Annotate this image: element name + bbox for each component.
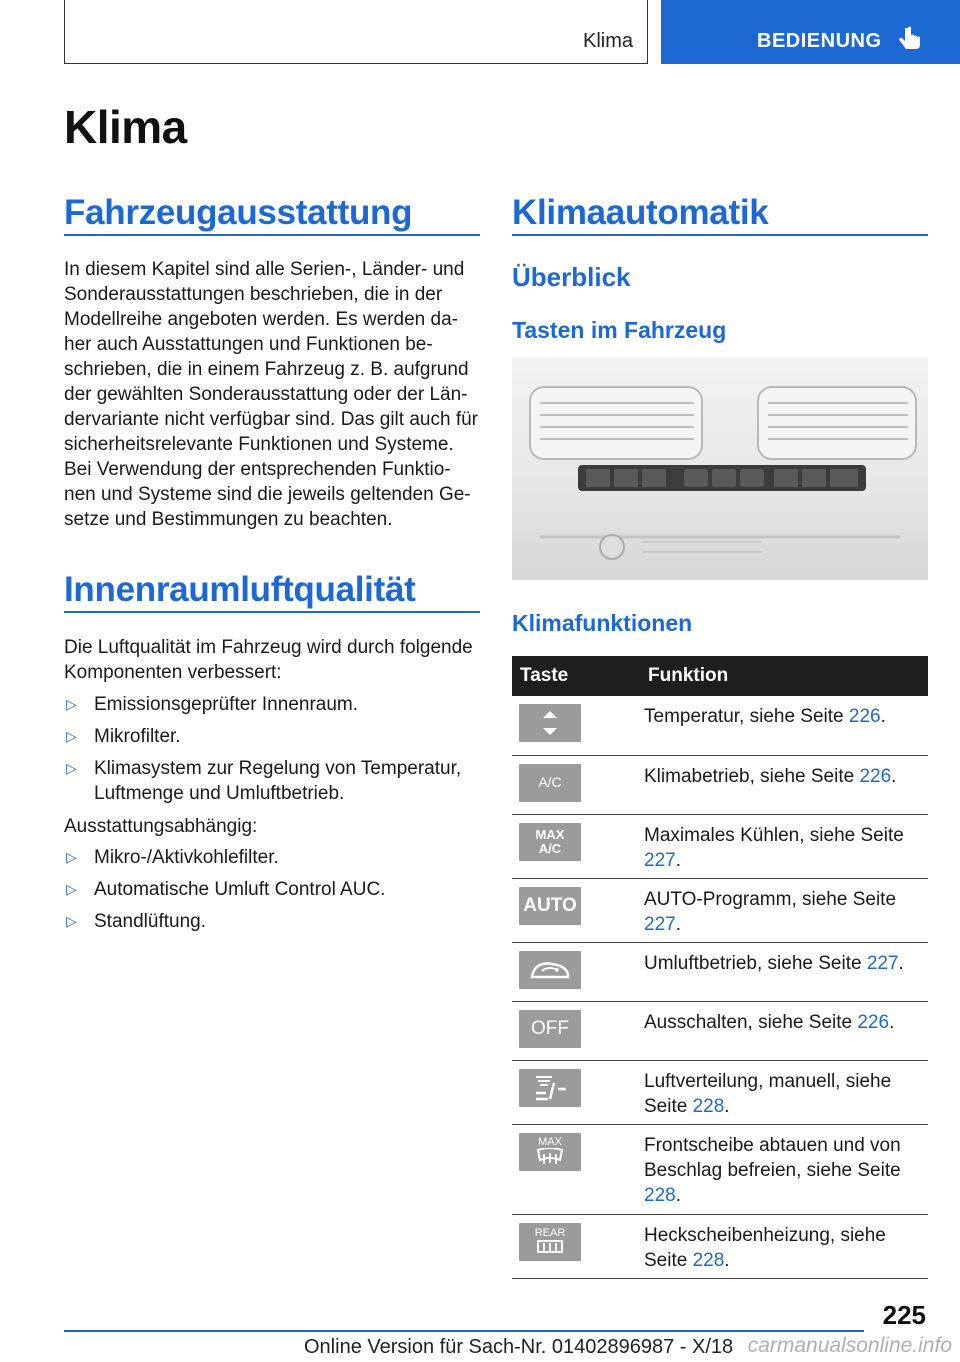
header-section-label: Klima (582, 30, 633, 52)
list-item: ▷ Standlüftung. (66, 911, 206, 932)
page-link[interactable]: 228 (692, 1249, 725, 1271)
page-link[interactable]: 227 (866, 952, 899, 974)
page-link[interactable]: 227 (644, 913, 676, 935)
header-tab-bedienung[interactable] (661, 0, 960, 64)
triangle-bullet-icon: ▷ (66, 913, 77, 929)
page-link[interactable]: 228 (692, 1095, 725, 1117)
list-item: ▷ Automatische Umluft Control AUC. (66, 879, 386, 900)
air-distribution-icon (519, 1069, 581, 1107)
list-item: ▷ Klimasystem zur Regelung von Temperatur, Luftmenge und Umluftbetrieb. (66, 758, 462, 804)
climate-panel-photo (512, 357, 928, 580)
heading-tasten-im-fahrzeug: Tasten im Fahrzeug (512, 317, 727, 343)
dependent-label: Ausstattungsabhängig: (64, 816, 258, 837)
function-text: Klimabetrieb, siehe Seite 226. (636, 755, 928, 814)
table-row (512, 1060, 928, 1124)
heading-innenraumluftqualitaet: Innenraumluftqualität (64, 570, 416, 609)
page-link[interactable]: 226 (857, 1011, 890, 1033)
list-item: ▷ Mikrofilter. (66, 726, 181, 747)
heading-fahrzeugausstattung: Fahrzeugausstattung (64, 193, 413, 232)
heading-rule (64, 234, 480, 236)
equipment-paragraph: In diesem Kapitel sind alle Serien-, Länder- und Sonderausstattungen beschrieben, die in der Modellreihe angeboten werden. Es werden da-her auch Ausstattungen und Funktionen be-schrieben, die in einem Fahrzeug z. B. aufgrund der gewählten Sonderausstattung oder der Län-dervariante nicht verfügbar sind. Das gilt auch für sicherheitsrelevante Funktionen und Systeme. Bei Verwendung der entsprechenden Funktio-nen und Systeme sind die jeweils geltenden Ge-setze und Bestimmungen zu beachten. (64, 259, 478, 530)
recirculation-icon (519, 951, 581, 989)
function-text: Ausschalten, siehe Seite 226. (636, 1001, 928, 1060)
table-row (512, 814, 928, 878)
function-text: Umluftbetrieb, siehe Seite 227. (636, 942, 928, 1001)
triangle-bullet-icon: ▷ (66, 849, 77, 865)
table-row (512, 1001, 928, 1060)
table-row (512, 878, 928, 942)
list-item: ▷ Emissionsgeprüfter Innenraum. (66, 694, 359, 715)
header-bar (64, 0, 648, 64)
function-text: Luftverteilung, manuell, siehe Seite 228. (636, 1060, 928, 1124)
heading-rule (512, 234, 928, 236)
triangle-bullet-icon: ▷ (66, 760, 77, 776)
functions-table (512, 656, 928, 1279)
page-link[interactable]: 226 (848, 706, 881, 727)
table-header-row (512, 656, 928, 696)
triangle-bullet-icon: ▷ (66, 728, 77, 744)
heading-ueberblick: Überblick (512, 262, 631, 292)
rear-defrost-icon: REAR (519, 1223, 581, 1261)
column-header-taste: Taste (512, 656, 636, 696)
temperature-arrows-icon (519, 704, 581, 742)
table-row (512, 696, 928, 755)
footer-rule (64, 1330, 864, 1332)
max-defrost-icon: MAX (519, 1133, 581, 1171)
footer-text: Online Version für Sach-Nr. 01402896987 - X/18 (304, 1336, 734, 1358)
header-tab-label: BEDIENUNG (757, 30, 882, 52)
triangle-bullet-icon: ▷ (66, 696, 77, 712)
heading-klimafunktionen: Klimafunktionen (512, 610, 693, 636)
list-item: ▷ Mikro-/Aktivkohlefilter. (66, 847, 279, 868)
table-row (512, 1124, 928, 1214)
air-quality-list (64, 692, 484, 813)
function-text: Temperatur, siehe Seite 226. (636, 696, 928, 755)
page-link[interactable]: 228 (644, 1184, 676, 1206)
table-row (512, 755, 928, 814)
max-ac-icon: MAX A/C (519, 823, 581, 861)
auto-icon: AUTO (519, 887, 581, 925)
heading-klimaautomatik: Klimaautomatik (512, 193, 769, 232)
heading-rule (64, 611, 480, 613)
page-title: Klima (64, 101, 187, 153)
function-text: Heckscheibenheizung, siehe Seite 228. (636, 1214, 928, 1278)
page-link[interactable]: 226 (859, 765, 892, 787)
table-row (512, 1214, 928, 1278)
pointing-hand-icon (897, 26, 923, 54)
triangle-bullet-icon: ▷ (66, 881, 77, 897)
ac-icon: A/C (519, 764, 581, 802)
column-header-funktion: Funktion (636, 656, 928, 696)
watermark: carmanualsonline.info (747, 1334, 952, 1357)
off-icon: OFF (519, 1010, 581, 1048)
function-text: AUTO-Programm, siehe Seite 227. (636, 878, 928, 942)
air-quality-paragraph: Die Luftqualität im Fahrzeug wird durch folgende Komponenten verbessert: (64, 637, 473, 683)
function-text: Maximales Kühlen, siehe Seite 227. (636, 814, 928, 878)
page-link[interactable]: 227 (644, 849, 676, 871)
table-row (512, 942, 928, 1001)
page-number: 225 (882, 1300, 926, 1330)
optional-list (64, 845, 484, 941)
function-text: Frontscheibe abtauen und von Beschlag befreien, siehe Seite 228. (636, 1124, 928, 1214)
